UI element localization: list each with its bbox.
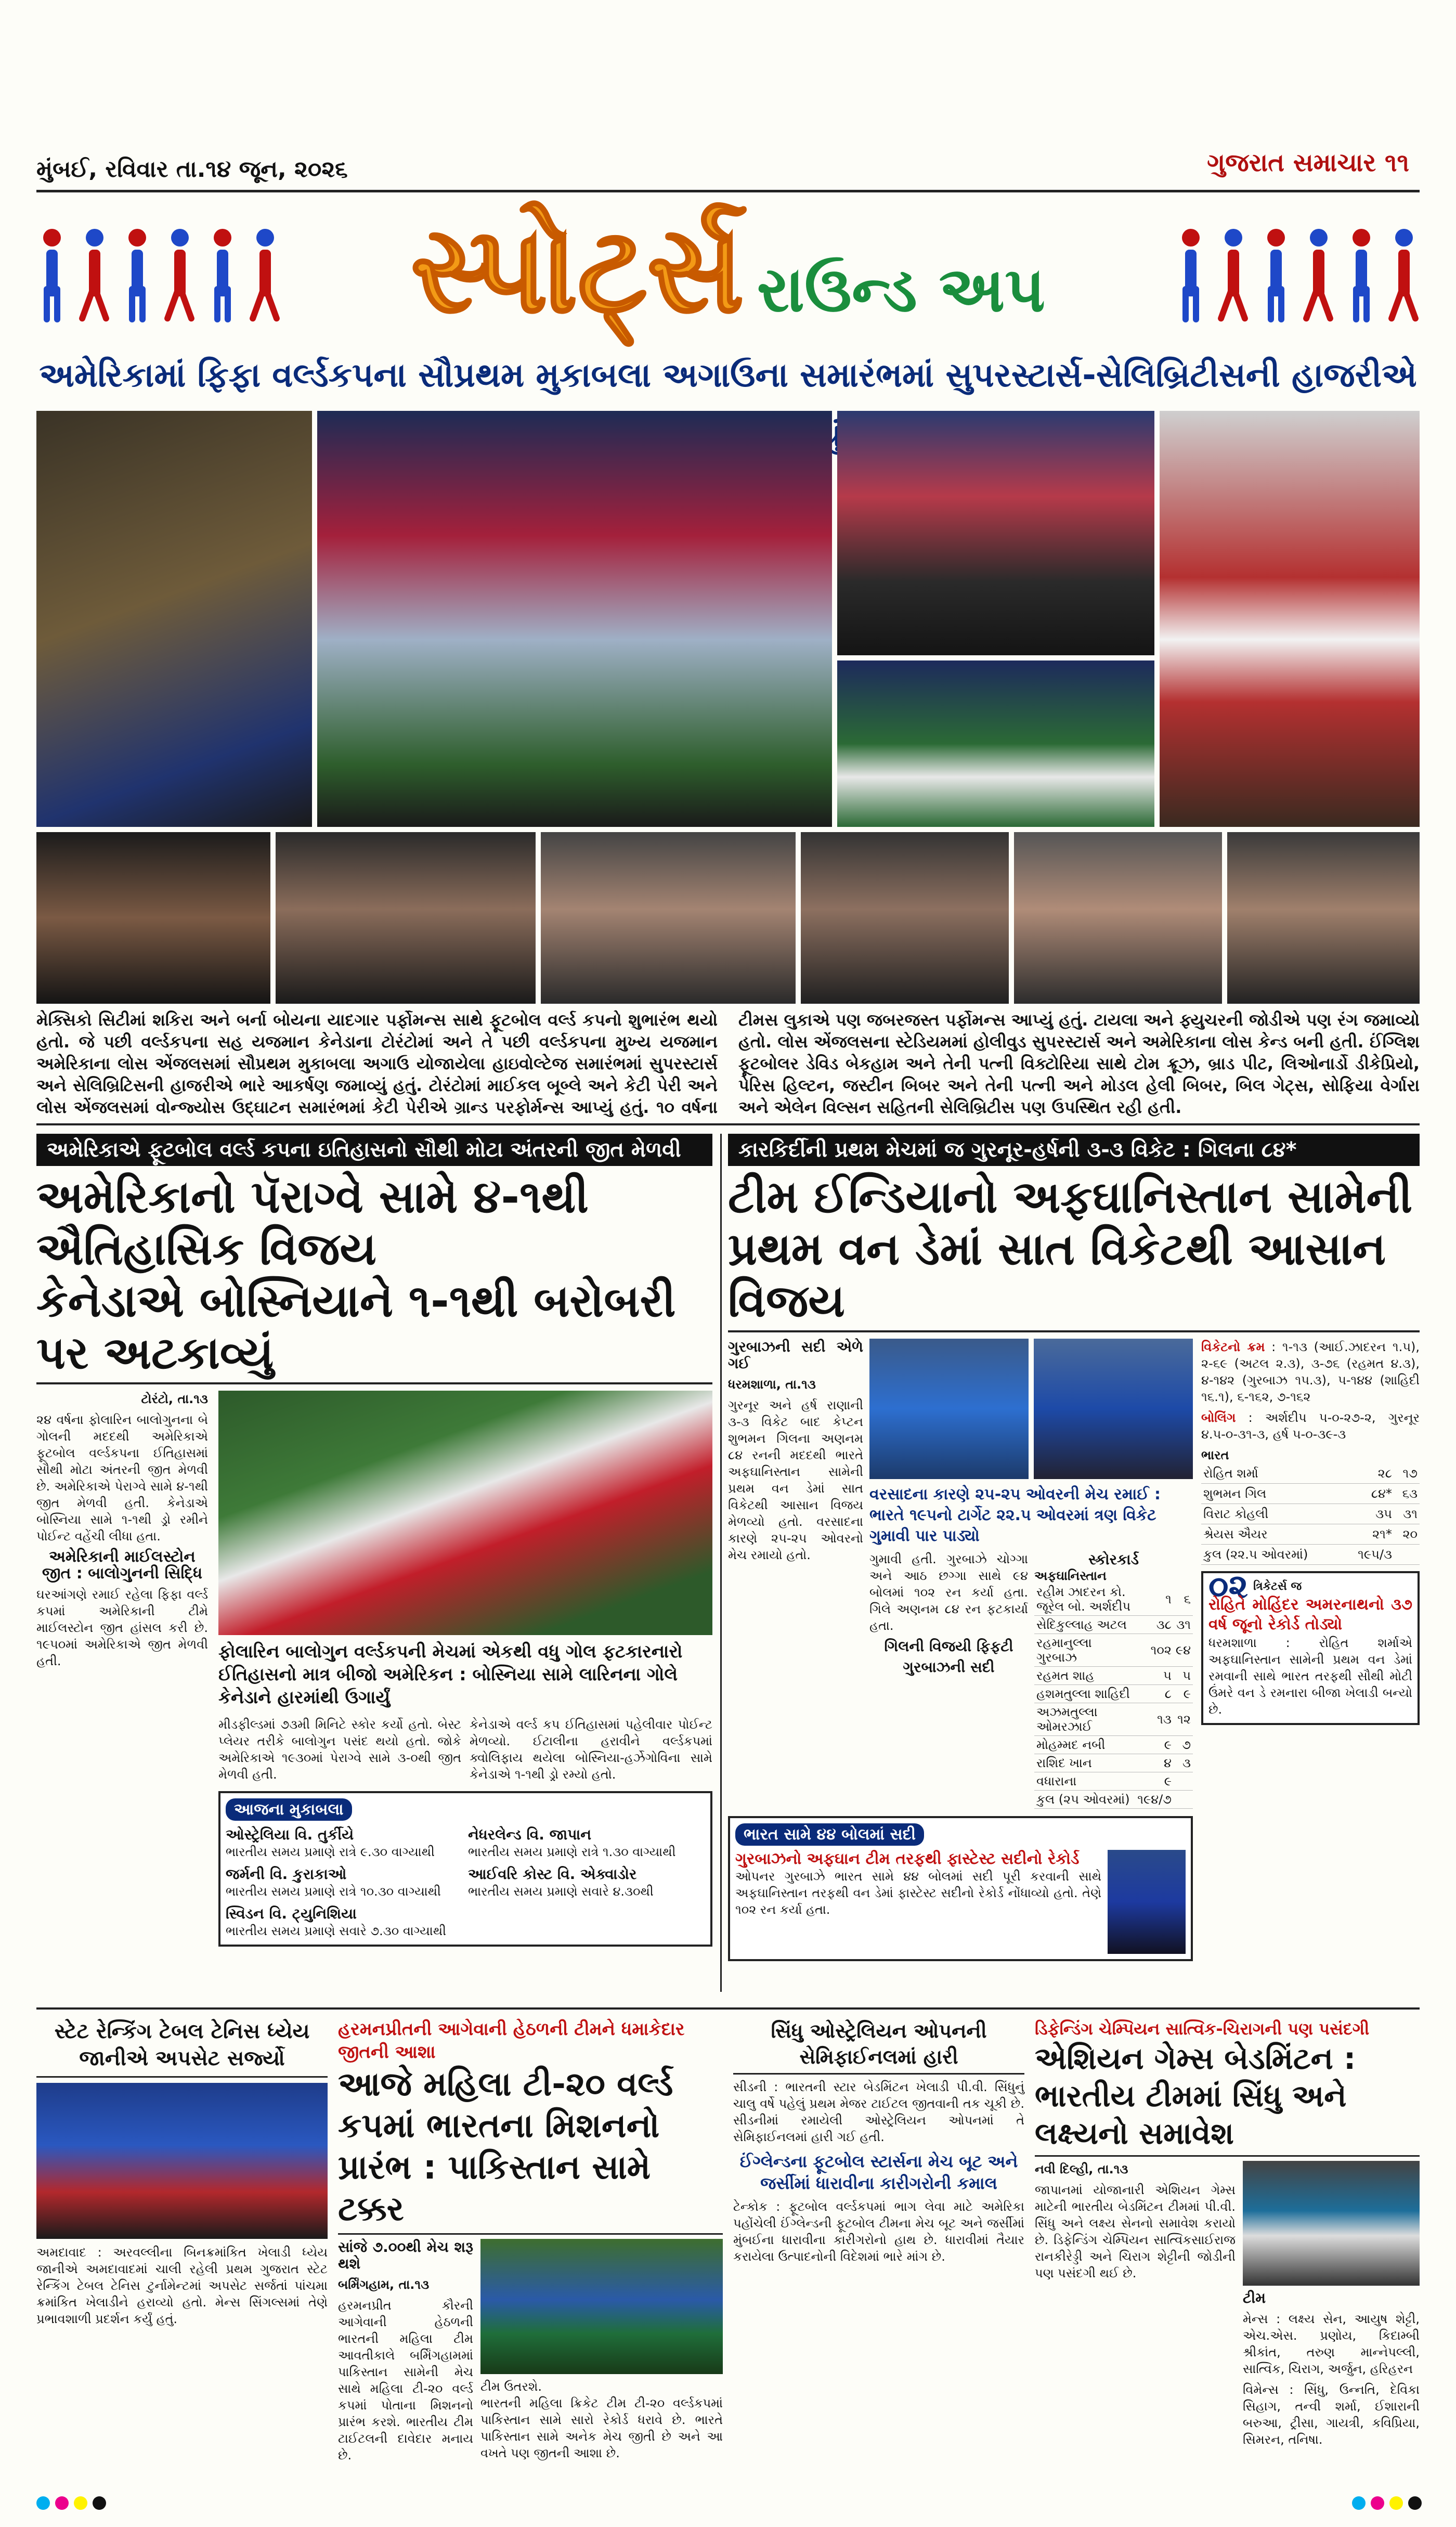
- scorecard-cell: ૪: [1135, 1754, 1174, 1772]
- badminton-team: [1243, 2290, 1420, 2448]
- athlete-icon: [122, 229, 153, 312]
- women-headline: આજે મહિલા ટી-૨૦ વર્લ્ડ કપમાં ભારતના મિશનનો પ્રારંભ : પાકિસ્તાન સામે ટક્કર: [338, 2064, 723, 2235]
- scorecard-cell: ૬૩: [1394, 1484, 1420, 1504]
- scorecard-cell: શ્રેયસ ઐયર: [1201, 1524, 1344, 1545]
- scorecard-cell: ૯: [1174, 1685, 1193, 1703]
- gurbaz-record-body: ઓપનર ગુરબાઝે ભારત સામે ૪૪ બોલમાં સદી પૂરી કરવાની સાથે અફઘાનિસ્તાન તરફથી વન ડેમાં ફાસ્ટેસ્ટ સદીનો રેકોર્ડ નોંધાવ્યો હતો. તેણે ૧૦૨ રન કર્યા હતા.: [735, 1869, 1101, 1917]
- scorecard-cell: રહમાનુલ્લા ગુરબાઝ: [1034, 1634, 1135, 1667]
- cricket-right-column: વિકેટનો ક્રમ : ૧-૧૩ (આઈ.ઝાદરન ૧.૫), ૨-૬૯ (અટલ ૨.૩), ૩-૭૬ (રહમત ૪.૩), ૪-૧૪૨ (ગુરબાઝ ૧૫.૩), ૫-૧૪૪ (શાહિદી ૧૬.૧), ૬-૧૬૨, ૭-૧૬૨ બોલિંગ : અર્શદીપ ૫-૦-૨૭-૨, ગુરનૂર ૪.૫-૦-૩૧-૩, હર્ષ ૫-૦-૩૯-૩ ભારત રોહિત શર્મા ૨૮ ૧૭ શુભમન ગિલ ૮૪* ૬૩ વિરાટ કોહલી ૩૫ ૩૧ શ્રેયસ ઐયર ૨૧* ૨૦ કુલ (૨૨.૫ ઓવરમાં) ૧૯૫/૩ ૦૨ ત્રિકેટર્સ જ રોહિતે મોહિંદર અમરનાથનો ૩૭ વર્ષ જૂનો રેકોર્ડ તોડ્યો ધરમશાળા : રોહિત શર્માએ અફઘાનિસ્તાન સામેની પ્રથમ વન ડેમાં રમવાની સાથે ભારત તરફથી સૌથી મોટી ઉંમરે વન ડે રમનારા બીજા ખેલાડી બન્યો છે.: [1201, 1339, 1420, 1961]
- scorecard-row: [1034, 1583, 1193, 1616]
- scorecard-cell: હશમતુલ્લા શાહિદી: [1034, 1685, 1135, 1703]
- badminton-dateline: નવી દિલ્હી, તા.૧૩: [1035, 2162, 1128, 2176]
- scorecard-cell: મોહમ્મદ નબી: [1034, 1736, 1135, 1754]
- badminton-team-label: ટીમ: [1243, 2289, 1266, 2306]
- rain-headline: વરસાદના કારણે ૨૫-૨૫ ઓવરની મેચ રમાઈ : ભારતે ૧૯૫નો ટાર્ગેટ ૨૨.૫ ઓવરમાં ત્રણ વિકેટ ગુમાવી પાર પાડ્યો: [869, 1485, 1161, 1545]
- badminton-women: વિમેન્સ : સિંધુ, ઉન્નતિ, દેવિકા સિહાગ, તન્વી શર્મા, ઈશારાની બરુઆ, ટ્રીસા, ગાયત્રી, કવિપ્રિયા, સિમરન, તનિષા.: [1243, 2382, 1420, 2447]
- sports-banner: [36, 201, 1420, 340]
- football-kicker: અમેરિકાએ ફૂટબોલ વર્લ્ડ કપના ઇતિહાસનો સૌથી મોટા અંતરની જીત મેળવી: [36, 1134, 712, 1166]
- scorecard-cell: રહમત શાહ: [1034, 1667, 1135, 1685]
- scorecard-cell: વધારાના: [1034, 1772, 1135, 1791]
- football-body-4: કેનેડાએ વર્લ્ડ કપ ઈતિહાસમાં પહેલીવાર પોઈન્ટ મેળવ્યો. ઈટાલીના હરાવીને વર્લ્ડકપમાં ક્વોલિફાય થયેલા બોસ્નિયા-હર્ઝેગોવિના સામે કેનેડાએ ૧-૧થી ડ્રો રમ્યો હતો.: [470, 1717, 712, 1782]
- paper-name: ગુજરાત સમાચાર ૧૧: [1207, 148, 1409, 177]
- badminton-headline: એશિયન ગેમ્સ બેડમિંટન : ભારતીય ટીમમાં સિંધુ અને લક્ષ્યનો સમાવેશ: [1035, 2040, 1420, 2157]
- scorecard-cell: ૯: [1135, 1736, 1174, 1754]
- football-dateline: ટોરંટો, તા.૧૩: [141, 1392, 208, 1406]
- football-subhead: અમેરિકાની માઈલસ્ટોન જીત : બાલોગુનની સિદ્ધિ: [42, 1548, 203, 1583]
- scorecard-row: [1201, 1545, 1420, 1565]
- women-time: સાંજે ૭.૦૦થી મેચ શરૂ થશે: [338, 2238, 473, 2272]
- photo-katy-perry-stage: [317, 411, 832, 827]
- photo-ceremony-dancers: [837, 660, 1154, 827]
- women-left-column: [338, 2239, 473, 2468]
- scorecard-cell: રહીમ ઝાદરન કો. જૂરેલ બો. અર્શદીપ: [1034, 1583, 1135, 1616]
- scorecard-cell: કુલ (૨૫ ઓવરમાં): [1034, 1791, 1135, 1809]
- photo-crowd-celebs-1: [276, 832, 536, 1004]
- badminton-kicker: ડિફેન્ડિંગ ચેમ્પિયન સાત્વિક-ચિરાગની પણ પસંદગી: [1035, 2019, 1370, 2039]
- scorecard-row: [1034, 1754, 1193, 1772]
- sindhu-headline: સિંધુ ઓસ્ટ્રેલિયન ઓપનની સેમિફાઈનલમાં હારી: [733, 2018, 1024, 2075]
- scorecard-row: [1034, 1616, 1193, 1634]
- cricket-article: [728, 1134, 1420, 2002]
- rohit-count-label: ત્રિકેટર્સ જ: [1253, 1580, 1302, 1593]
- match-item: નેધરલેન્ડ વિ. જાપાન ભારતીય સમય પ્રમાણે રાત્રે ૧.૩૦ વાગ્યાથી: [468, 1826, 676, 1859]
- scorecard-cell: સેદિકુલ્લાહ અટલ: [1034, 1616, 1135, 1634]
- match-item: જર્મની વિ. કુરાકાઓ ભારતીય સમય પ્રમાણે રાત્રે ૧૦.૩૦ વાગ્યાથી: [226, 1865, 441, 1899]
- registration-mark: [36, 2496, 50, 2510]
- registration-mark: [1408, 2496, 1422, 2510]
- scorecard-cell: ૩૧: [1394, 1504, 1420, 1524]
- registration-mark: [93, 2496, 106, 2510]
- scorecard-cell: ૧૭: [1394, 1463, 1420, 1484]
- scorecard-row: [1034, 1667, 1193, 1685]
- scorecard-cell: ૩૮: [1135, 1616, 1174, 1634]
- tt-headline: સ્ટેટ રેન્કિંગ ટેબલ ટેનિસ ધ્યેય જાનીએ અપસેટ સર્જ્યો: [36, 2018, 328, 2078]
- photo-women-cricket: [480, 2239, 723, 2374]
- scorecard-row: [1034, 1736, 1193, 1754]
- scorecard-cell: ૧૨: [1174, 1703, 1193, 1736]
- athlete-figures-right: [1175, 229, 1420, 312]
- football-photo-caption: ફોલારિન બાલોગુન વર્લ્ડકપની મેચમાં એકથી વધુ ગોલ ફટકારનારો ઈતિહાસનો માત્ર બીજો અમેરિકન : બોસ્નિયા સામે લારિનના ગોલે કેનેડાને હારમાંથી ઉગાર્યું: [218, 1641, 683, 1708]
- photo-bill-gates: [801, 832, 1009, 1004]
- scorecard-row: [1034, 1634, 1193, 1667]
- women-photo-caption: ટીમ ઉતરશે.: [480, 2379, 542, 2394]
- scorecard-cell: ૨૧*: [1344, 1524, 1394, 1545]
- scorecard-cell: ૧: [1135, 1583, 1174, 1616]
- scorecard-cell: ૫: [1135, 1667, 1174, 1685]
- rohit-record-box: [1201, 1567, 1420, 1725]
- photo-crowd-celebs-2: [541, 832, 796, 1004]
- photo-us-celebration: [218, 1391, 712, 1635]
- badminton-body: જાપાનમાં યોજાનારી એશિયન ગેમ્સ માટેની ભારતીય બેડમિંટન ટીમમાં પી.વી. સિંધુ અને લક્ષ્ય સેનનો સમાવેશ કરાયો છે. ડિફેન્ડિંગ ચેમ્પિયન સાત્વિકસાઈરાજ રાનકીરેડ્ડી અને ચિરાગ શેટ્ટીની જોડીની પણ પસંદગી થઈ છે.: [1035, 2183, 1236, 2280]
- header-rule: [36, 190, 1420, 192]
- scorecard-cell: શુભમન ગિલ: [1201, 1484, 1344, 1504]
- todays-matches-title: આજના મુકાબલા: [226, 1798, 352, 1821]
- section-divider: [36, 1123, 1420, 1125]
- gurbaz-record-subhead: ગુરબાઝનો અફઘાન ટીમ તરફથી ફાસ્ટેસ્ટ સદીનો રેકોર્ડ: [735, 1850, 1080, 1868]
- athlete-icon: [250, 229, 281, 312]
- athlete-icon: [1175, 229, 1206, 312]
- athlete-icon: [207, 229, 238, 312]
- cricket-left-column: [728, 1339, 863, 1809]
- sindhu-body: સીડની : ભારતની સ્ટાર બેડમિંટન ખેલાડી પી.વી. સિંધુનું ચાલુ વર્ષે પહેલું પ્રથમ મેજર ટાઈટલ જીતવાની તક ચૂકી છે. સીડનીમાં રમાયેલી ઓસ્ટ્રેલિયન ઓપનમાં તે સેમિફાઈનલમાં હારી ગઈ હતી.: [733, 2080, 1024, 2144]
- scorecard-row: [1034, 1791, 1193, 1809]
- women-t20-article: [338, 2018, 723, 2463]
- football-article: [36, 1134, 712, 2002]
- scorecard-cell: ૯૪: [1174, 1634, 1193, 1667]
- tt-body: અમદાવાદ : અરવલ્લીના બિનક્રમાંકિત ખેલાડી ધ્યેય જાનીએ અમદાવાદમાં ચાલી રહેલી પ્રથમ ગુજરાત સ્ટેટ રેન્કિંગ ટેબલ ટેનિસ ટુર્નામેન્ટમાં અપસેટ સર્જતાં પાંચમા ક્રમાંકિત ખેલાડીને હરાવ્યો હતો. મેન્સ સિંગલ્સમાં તેણે પ્રભાવશાળી પ્રદર્શન કર્યું હતું.: [36, 2245, 328, 2326]
- athlete-icon: [1388, 229, 1420, 312]
- banner-subtitle: રાઉન્ડ અપ: [757, 254, 1046, 326]
- photo-table-tennis: [36, 2083, 328, 2239]
- athlete-figures-left: [36, 229, 281, 312]
- gurbaz-record-box: [728, 1816, 1193, 1961]
- women-body: હરમનપ્રીત કૌરની આગેવાની હેઠળની ભારતની મહિલા ટીમ આવતીકાલે બર્મિંગહામમાં પાકિસ્તાન સામેની મેચ સાથે મહિલા ટી-૨૦ વર્લ્ડ કપમાં પોતાના મિશનનો પ્રારંભ કરશે. ભારતીય ટીમ ટાઈટલની દાવેદાર મનાય છે.: [338, 2298, 473, 2463]
- scorecard-row: [1201, 1524, 1420, 1545]
- cricket-headline: ટીમ ઈન્ડિયાનો અફઘાનિસ્તાન સામેની પ્રથમ વન ડેમાં સાત વિકેટથી આસાન વિજય: [728, 1171, 1420, 1332]
- photo-beckham-couple: [837, 411, 1154, 655]
- badminton-left-column: [1035, 2161, 1236, 2452]
- football-body-2: ઘરઆંગણે રમાઈ રહેલા ફિફા વર્લ્ડ કપમાં અમેરિકાની ટીમે માઈલસ્ટોન જીત હાંસલ કરી છે. ૧૯૫૦માં અમેરિકાએ જીત મેળવી હતી.: [36, 1587, 208, 1668]
- scorecard-cell: [1394, 1545, 1420, 1565]
- registration-mark: [1352, 2496, 1366, 2510]
- dharavi-headline: ઈંગ્લેન્ડના ફૂટબોલ સ્ટાર્સના મેચ બૂટ અને જર્સીમાં ધારાવીના કારીગરોની કમાલ: [739, 2152, 1018, 2193]
- football-headline-2: કેનેડાએ બોસ્નિયાને ૧-૧થી બરોબરી પર અટકાવ્યું: [36, 1275, 712, 1384]
- scorecard-row: [1201, 1504, 1420, 1524]
- photo-gurbaz: [1034, 1339, 1193, 1479]
- banner-main-title: સ્પોર્ટ્સ: [410, 201, 744, 340]
- todays-matches-box: [218, 1791, 712, 1947]
- gill-fifty-subhead: ગિલની વિજયી ફિફટી: [884, 1638, 1013, 1655]
- scorecard-cell: ૭: [1174, 1736, 1193, 1754]
- cricket-subhead: ગુરબાઝની સદી એળે ગઈ: [728, 1338, 863, 1372]
- photo-justin-bieber: [1227, 832, 1420, 1004]
- scorecard-cell: [1174, 1772, 1193, 1791]
- scorecard-cell: કુલ (૨૨.૫ ઓવરમાં): [1201, 1545, 1344, 1565]
- scorecard-cell: ૩: [1174, 1754, 1193, 1772]
- scorecard-cell: [1174, 1791, 1193, 1809]
- photo-gill: [869, 1339, 1029, 1479]
- rohit-body: ધરમશાળા : રોહિત શર્માએ અફઘાનિસ્તાન સામેની પ્રથમ વન ડેમાં રમવાની સાથે ભારત તરફથી સૌથી મોટી ઉંમરે વન ડે રમનારા બીજા ખેલાડી બન્યો છે.: [1208, 1636, 1412, 1717]
- scorecard-row: [1201, 1463, 1420, 1484]
- scorecard-cell: ૮૪*: [1344, 1484, 1394, 1504]
- athlete-icon: [1218, 229, 1249, 312]
- photo-caption: મેક્સિકો સિટીમાં શકિરા અને બર્ના બોયના યાદગાર પર્ફોમન્સ સાથે ફૂટબોલ વર્લ્ડ કપનો શુભારંભ થયો હતો. જે પછી વર્લ્ડકપના સહ યજમાન કેનેડાના ટોરંટોમાં અને તે પછી વર્લ્ડકપના મુખ્ય યજમાન અમેરિકાના લોસ એંજલસમાં સૌપ્રથમ મુકાબલા અગાઉ યોજાયેલા હાઇવોલ્ટેજ સમારંભમાં સુપરસ્ટાર્સ અને સેલિબ્રિટિસની હાજરીએ ભારે આકર્ષણ જમાવ્યું હતું. ટોરંટોમાં માઈકલ બૂબ્લે અને કેટી પેરી અને લોસ એંજલસમાં વોન્જ્યોસ ઉદ્ઘાટન સમારંભમાં કેટી પેરીએ ગ્રાન્ડ પરફોર્મન્સ આપ્યું હતું. ૧૦ વર્ષના ટીમસ લુકાએ પણ જબરજસ્ત પર્ફોમન્સ આપ્યું હતું. ટાયલા અને ફ્યુચરની જોડીએ પણ રંગ જમાવ્યો હતો. લોસ એંજલસના સ્ટેડિયમમાં હોલીવુડ સુપરસ્ટાર્સ અને અમેરિકાના લોસ કેન્ડ બની હતી. ઈંગ્લિશ ફૂટબોલર ડેવિડ બેકહામ અને તેની પત્ની વિક્ટોરિયા સાથે ટોમ ક્રૂઝ, બ્રાડ પીટ, લિઓનાર્ડો ડીકેપ્રિયો, પેરિસ હિલ્ટન, જસ્ટીન બિબર અને તેની પત્ની અને મોડલ હેલી બિબર, બિલ ગેટ્સ, સોફિયા વેર્ગારા અને એલેન વિલ્સન સહિતની સેલિબ્રિટીસ પણ ઉપસ્થિત રહી હતી.: [36, 1010, 1420, 1117]
- india-scorecard: [1201, 1463, 1420, 1565]
- cricket-body: ગુરનૂર અને હર્ષ રાણાની ૩-૩ વિકેટ બાદ કેપ્ટન શુભમન ગિલના અણનમ ૮૪ રનની મદદથી ભારતે અફઘાનિસ્તાન સામેની પ્રથમ વન ડેમાં સાત વિકેટથી આસાન વિજય મેળવ્યો હતો. વરસાદના કારણે ૨૫-૨૫ ઓવરનો મેચ રમાયો હતો.: [728, 1398, 863, 1562]
- gurbaz-century-subhead: ગુરબાઝની સદી: [903, 1658, 995, 1676]
- photo-gurbaz-record: [1108, 1850, 1186, 1954]
- scorecard: સ્કોરકાર્ડ અફઘાનિસ્તાન રહીમ ઝાદરન કો. જૂરેલ બો. અર્શદીપ ૧ ૬ સેદિકુલ્લાહ અટલ ૩૮ ૩૧ રહમાનુલ્લા ગુરબાઝ ૧૦૨ ૯૪ રહમત શાહ ૫ ૫ હશમતુલ્લા શાહિદી ૮ ૯ અઝમતુલ્લા ઓમરઝાઈ ૧૩ ૧૨ મોહમ્મદ નબી ૯ ૭ રાશિદ ખાન ૪ ૩ વધારાના ૯ કુલ (૨૫ ઓવરમાં) ૧૯૪/૭: [1034, 1551, 1193, 1809]
- scorecard-cell: ૬: [1174, 1583, 1193, 1616]
- badminton-men: મેન્સ : લક્ષ્ય સેન, આયુષ શેટ્ટી, એચ.એસ. પ્રણોય, કિદામ્બી શ્રીકાંત, તરુણ માન્નેપલ્લી, સાત્વિક, ચિરાગ, અર્જુન, હરિહરન: [1243, 2312, 1420, 2376]
- dateline: મુંબઈ, રવિવાર તા.૧૪ જૂન, ૨૦૨૬: [36, 156, 348, 183]
- scorecard-cell: ૨૦: [1394, 1524, 1420, 1545]
- scorecard-row: [1034, 1685, 1193, 1703]
- football-body: ૨૪ વર્ષના ફોલારિન બાલોગુનના બે ગોલની મદદથી અમેરિકાએ ફૂટબોલ વર્લ્ડકપના ઈતિહાસમાં સૌથી મોટા અંતરની જીત મેળવી છે. અમેરિકાએ પેરાગ્વે સામે ૪-૧થી જીત મેળવી હતી. કેનેડાએ બોસ્નિયા સામે ૧-૧થી ડ્રો રમીને પોઈન્ટ વહેંચી લીધા હતા.: [36, 1412, 208, 1544]
- football-headline-1: અમેરિકાનો પૅરાગ્વે સામે ૪-૧થી ઐતિહાસિક વિજય: [36, 1171, 589, 1275]
- scorecard-cell: રોહિત શર્મા: [1201, 1463, 1344, 1484]
- women-body-2: ભારતની મહિલા ક્રિકેટ ટીમ ટી-૨૦ વર્લ્ડકપમાં પાકિસ્તાન સામે સારો રેકોર્ડ ધરાવે છે. ભારતે પાકિસ્તાન સામે અનેક મેચ જીતી છે અને આ વખતે પણ જીતની આશા છે.: [480, 2396, 723, 2460]
- registration-mark: [74, 2496, 87, 2510]
- dharavi-body: ટેન્કોક : ફૂટબોલ વર્લ્ડકપમાં ભાગ લેવા માટે અમેરિકા પહોંચેલી ઈંગ્લેન્ડની ફૂટબોલ ટીમના મેચ બૂટ અને જર્સીમાં મુંબઈના ધારાવીના કારીગરોનો હાથ છે. ધારાવીમાં તૈયાર કરાયેલા ઉત્પાદનોની વિદેશમાં ભારે માંગ છે.: [733, 2199, 1024, 2264]
- sindhu-article: [733, 2018, 1024, 2460]
- scorecard-cell: રાશિદ ખાન: [1034, 1754, 1135, 1772]
- column-divider: [720, 1134, 722, 1992]
- athlete-icon: [1346, 229, 1377, 312]
- scorecard-cell: ૯: [1135, 1772, 1174, 1791]
- photo-badminton-pair: [1243, 2161, 1420, 2286]
- scorecard-cell: ૩૧: [1174, 1616, 1193, 1634]
- afghanistan-scorecard: [1034, 1583, 1193, 1809]
- photo-sofia-vergara: [36, 832, 270, 1004]
- match-item: સ્વિડન વિ. ટ્યુનિશિયા ભારતીય સમય પ્રમાણે સવારે ૭.૩૦ વાગ્યાથી: [226, 1905, 446, 1938]
- football-body-3: મીડફીલ્ડમાં ૭૩મી મિનિટે સ્કોર કર્યો હતો. બેસ્ટ પ્લેયર તરીકે બાલોગુન પસંદ થયો હતો. જોકે અમેરિકાએ ૧૯૩૦માં પેરાગ્વે સામે ૩-૦થી જીત મેળવી હતી.: [218, 1717, 461, 1782]
- gurbaz-record-title: ભારત સામે ૪૪ બોલમાં સદી: [735, 1823, 924, 1846]
- scorecard-row: [1034, 1703, 1193, 1736]
- women-dateline: બર્મિંગહામ, તા.૧૩: [338, 2277, 430, 2292]
- registration-mark: [55, 2496, 69, 2510]
- scorecard-row: [1201, 1484, 1420, 1504]
- scorecard-cell: ૮: [1135, 1685, 1174, 1703]
- match-item: આઈવરિ કોસ્ટ વિ. એક્વાડોર ભારતીય સમય પ્રમાણે સવારે ૪.૩૦થી: [468, 1865, 654, 1899]
- rohit-headline: રોહિતે મોહિંદર અમરનાથનો ૩૭ વર્ષ જૂનો રેકોર્ડ તોડ્યો: [1208, 1596, 1412, 1634]
- scorecard-cell: વિરાટ કોહલી: [1201, 1504, 1344, 1524]
- table-tennis-article: [36, 2018, 328, 2460]
- athlete-icon: [164, 229, 196, 312]
- scorecard-cell: ૧૯૪/૭: [1135, 1791, 1174, 1809]
- scorecard-cell: અઝમતુલ્લા ઓમરઝાઈ: [1034, 1703, 1135, 1736]
- scorecard-cell: ૧૩: [1135, 1703, 1174, 1736]
- badminton-article: [1035, 2018, 1420, 2460]
- cricket-kicker: કારકિર્દીની પ્રથમ મેચમાં જ ગુરનૂર-હર્ષની ૩-૩ વિકેટ : ગિલના ૮૪*: [728, 1134, 1420, 1166]
- photo-collage: [36, 411, 1420, 1004]
- banner-title: [410, 201, 1046, 340]
- scorecard-row: [1034, 1772, 1193, 1791]
- registration-mark: [1371, 2496, 1384, 2510]
- scorecard-cell: ૫: [1174, 1667, 1193, 1685]
- registration-mark: [1389, 2496, 1403, 2510]
- athlete-icon: [1260, 229, 1292, 312]
- scorecard-cell: ૨૮: [1344, 1463, 1394, 1484]
- photo-tom-cruise: [1014, 832, 1222, 1004]
- athlete-icon: [36, 229, 68, 312]
- women-kicker: હરમનપ્રીતની આગેવાની હેઠળની ટીમને ધમાકેદાર જીતની આશા: [338, 2019, 685, 2063]
- photo-performers: [36, 411, 312, 827]
- scorecard-cell: ૧૯૫/૩: [1344, 1545, 1394, 1565]
- athlete-icon: [79, 229, 110, 312]
- rohit-count: ૦૨: [1208, 1567, 1249, 1606]
- match-item: ઓસ્ટ્રેલિયા વિ. તુર્કીયે ભારતીય સમય પ્રમાણે રાત્રે ૯.૩૦ વાગ્યાથી: [226, 1826, 435, 1859]
- cricket-body-2: ગુમાવી હતી. ગુરબાઝે ચોગ્ગા અને આઠ છગ્ગા સાથે ૯૪ બોલમાં ૧૦૨ રન કર્યા હતા. ગિલે અણનમ ૮૪ રન ફટકાર્યા હતા. ગિલની વિજયી ફિફટી ગુરબાઝની સદી: [869, 1552, 1028, 1676]
- photo-paris-hilton: [1160, 411, 1420, 827]
- cricket-dateline: ધરમશાળા, તા.૧૩: [728, 1377, 816, 1392]
- section-divider: [36, 2007, 1420, 2010]
- top-headline: અમેરિકામાં ફિફા વર્લ્ડકપના સૌપ્રથમ મુકાબલા અગાઉના સમારંભમાં સુપરસ્ટાર્સ-સેલિબ્રિટીસની હાજરીએ: [39, 356, 1417, 395]
- athlete-icon: [1303, 229, 1334, 312]
- scorecard-cell: ૩૫: [1344, 1504, 1394, 1524]
- scorecard-cell: ૧૦૨: [1135, 1634, 1174, 1667]
- football-left-column: [36, 1391, 208, 1947]
